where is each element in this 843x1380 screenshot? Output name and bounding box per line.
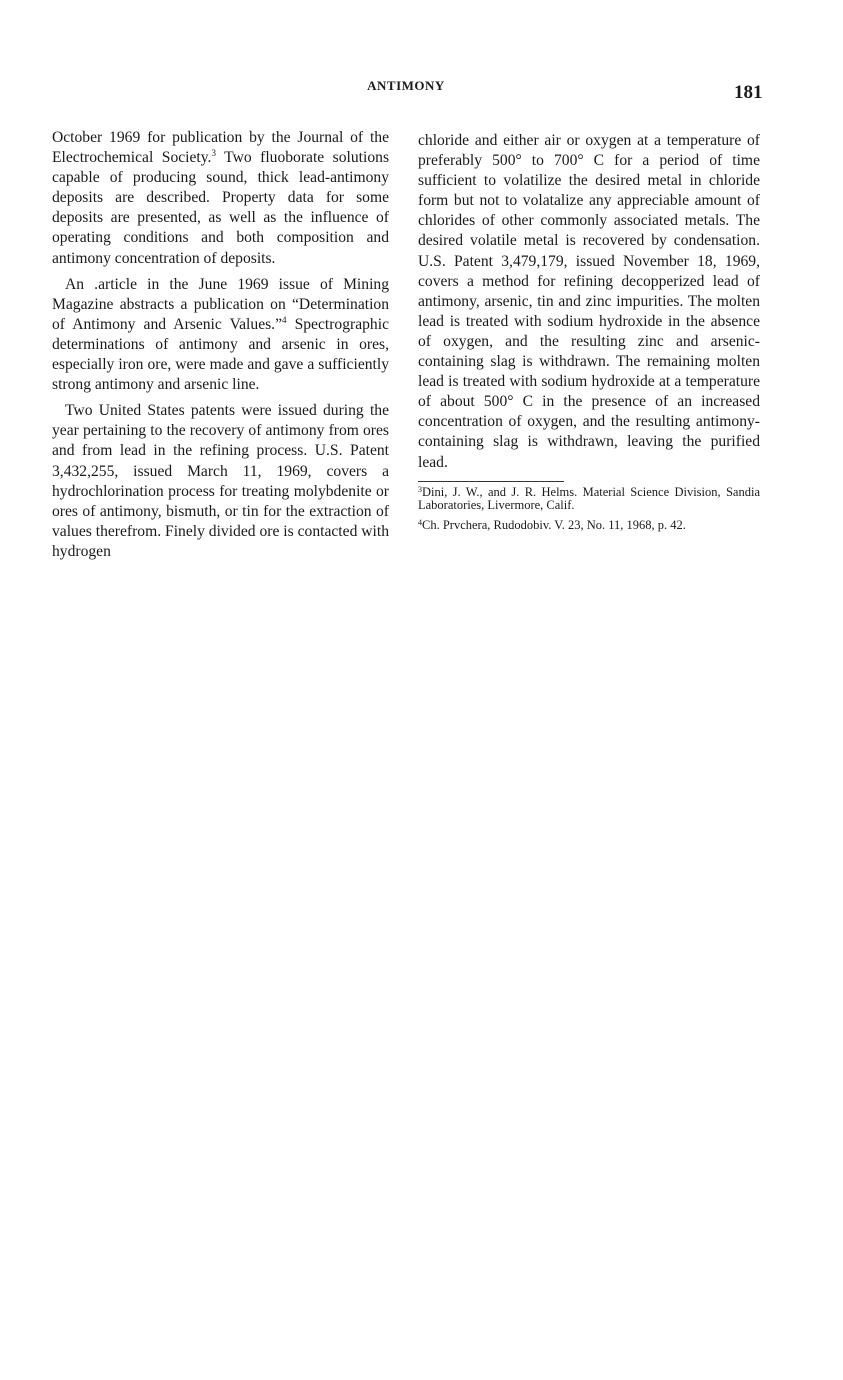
footnote-reference: 4 [282,314,287,325]
paragraph-electrochemical-society [52,128,389,269]
paragraph-text: Spectrographic determinations of antimony and arsenic in ores, especially iron ore, were made and gave a sufficiently strong antimony and arsenic line. [52,315,389,394]
right-column [418,131,760,538]
page-number: 181 [734,82,763,103]
footnote-divider [418,481,564,482]
footnote-marker: 4 [418,517,422,527]
left-column [52,128,389,568]
footnote-4 [418,519,760,533]
paragraph-text: October 1969 for publication by the Journal of the Electrochemical Society. [52,129,389,167]
paragraph-text: Two fluoborate solutions capable of producing sound, thick lead-antimony deposits are described. Property data for some deposits are presented, as well as the influence of operating conditions and both composition and antimony concentration of deposits. [52,149,390,267]
footnote-reference: 3 [211,148,216,159]
paragraph-patents: Two United States patents were issued during the year pertaining to the recovery of antimony from ores and from lead in the refining process. U.S. Patent 3,432,255, issued March 11, 1969, covers a hydrochlorination process for treating molybdenite or ores of antimony, bismuth, or tin for the extraction of values therefrom. Finely divided ore is contacted with hydrogen [52,402,389,560]
paragraph-patent-continuation: chloride and either air or oxygen at a temperature of preferably 500° to 700° C for a period of time sufficient to volatilize the desired metal in chloride form but not to volatalize any appreciable amount of chlorides of other commonly associated metals. The desired volatile metal is recovered by condensation. U.S. Patent 3,479,179, issued November 18, 1969, covers a method for refining decopperized lead of antimony, arsenic, tin and zinc impurities. The molten lead is treated with sodium hydroxide in the absence of oxygen, and the resulting zinc and arsenic-containing slag is withdrawn. The remaining molten lead is treated with sodium hydroxide at a temperature of about 500° C in the presence of an increased concentration of oxygen, and the resulting antimony-containing slag is withdrawn, leaving the purified lead. [418,132,760,471]
footnote-text: Dini, J. W., and J. R. Helms. Material Science Division, Sandia Laboratories, Livermore, Calif. [418,484,760,513]
footnote-marker: 3 [418,484,422,494]
running-title: ANTIMONY [367,78,445,93]
paragraph-mining-magazine [52,275,389,396]
paragraph-text: An .article in the June 1969 issue of Mining Magazine abstracts a publication on “Determination of Antimony and Arsenic Values.” [52,275,389,333]
footnote-text: Ch. Prvchera, Rudodobiv. V. 23, No. 11, 1968, p. 42. [422,517,686,532]
footnote-3 [418,486,760,513]
